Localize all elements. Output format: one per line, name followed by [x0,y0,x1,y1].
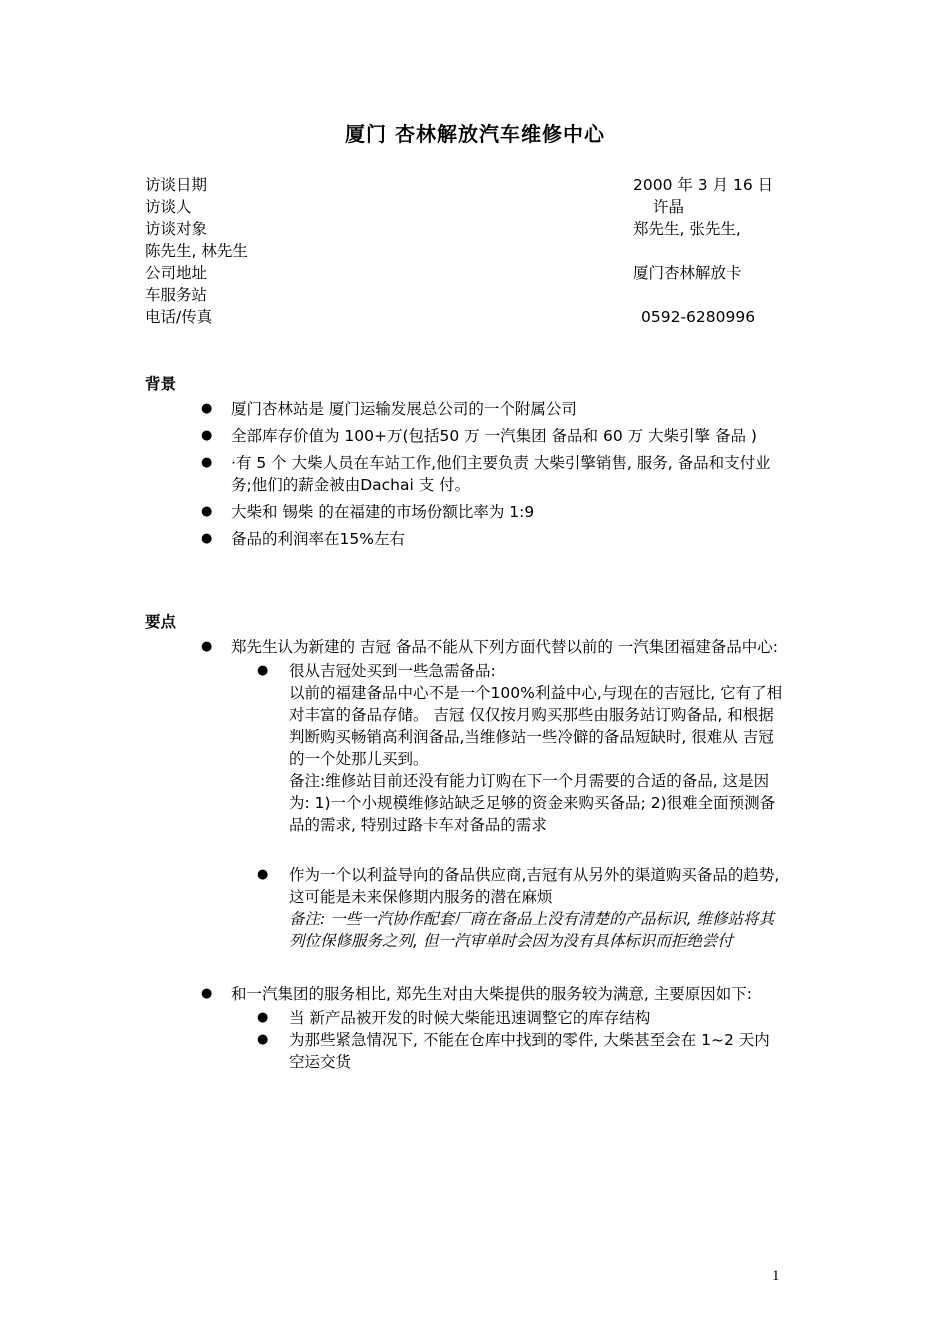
list-item [145,501,785,523]
phone-label: 电话/传真 [145,308,213,326]
sub-list [231,1007,785,1073]
interviewee-continued: 陈先生, 林先生 [145,242,248,260]
list-item [145,983,785,1073]
keypoints-heading: 要点 [145,613,177,631]
bullet-icon: ● [201,986,213,1001]
bullet-icon: ● [201,639,213,654]
sub-item-title: 很从吉冠处买到一些急需备品: [289,662,496,680]
list-item-text: 郑先生认为新建的 吉冠 备品不能从下列方面代替以前的 一汽集团福建备品中心: [231,638,779,656]
keypoints-list [145,636,785,1078]
info-row-date [145,174,785,196]
sub-item-title: 作为一个以利益导向的备品供应商,吉冠有从另外的渠道购买备品的趋势,这可能是未来保修期内服务的潜在麻烦 [289,866,780,906]
list-item [145,425,785,447]
sub-list-item [231,660,785,836]
spacer [231,836,785,858]
bullet-icon: ● [257,1032,269,1047]
address-value: 厦门杏林解放卡 [633,264,742,282]
sub-item-text: 当 新产品被开发的时候大柴能迅速调整它的库存结构 [289,1009,651,1027]
info-row-interviewer [145,196,785,218]
list-item [145,528,785,550]
background-list [145,398,785,555]
page-number: 1 [772,1268,780,1284]
sub-item-text: 为那些紧急情况下, 不能在仓库中找到的零件, 大柴甚至会在 1~2 天内空运交货 [289,1031,770,1071]
list-item-text: ·有 5 个 大柴人员在车站工作,他们主要负责 大柴引擎销售, 服务, 备品和支付业务;他们的薪金被由Dachai 支 付。 [231,454,771,494]
date-value: 2000 年 3 月 16 日 [633,176,774,194]
interviewer-value: 许晶 [653,198,685,216]
bullet-icon: ● [201,455,213,470]
list-item-text: 厦门杏林站是 厦门运输发展总公司的一个附属公司 [231,400,577,418]
bullet-icon: ● [201,401,213,416]
list-item-text: 和一汽集团的服务相比, 郑先生对由大柴提供的服务较为满意, 主要原因如下: [231,985,752,1003]
bullet-icon: ● [257,867,269,882]
info-row-phone [145,306,785,328]
list-item [145,636,785,952]
sub-item-note: 备注: 一些一汽协作配套厂商在备品上没有清楚的产品标识, 维修站将其列位保修服务之列, 但一汽审单时会因为没有具体标识而拒绝尝付 [289,910,775,950]
interviewee-label: 访谈对象 [145,220,208,238]
sub-list-item [231,1007,785,1029]
list-item-text: 全部库存价值为 100+万(包括50 万 一汽集团 备品和 60 万 大柴引擎 备品 ) [231,427,757,445]
interview-info [145,174,785,328]
interviewee-value: 郑先生, 张先生, [633,220,741,238]
list-item [145,398,785,420]
interviewer-label: 访谈人 [145,198,192,216]
info-row-interviewee [145,218,785,240]
bullet-icon: ● [257,1010,269,1025]
list-item-text: 大柴和 锡柴 的在福建的市场份额比率为 1:9 [231,503,535,521]
sub-item-body: 以前的福建备品中心不是一个100%利益中心,与现在的吉冠比, 它有了相对丰富的备品存储。 吉冠 仅仅按月购买那些由服务站订购备品, 和根据判断购买畅销高利润备品,当维修站一些冷僻的备品短缺时, 很难从 吉冠 的一个处那儿买到。 [289,684,783,768]
bullet-icon: ● [201,531,213,546]
phone-value: 0592-6280996 [641,308,756,326]
bullet-icon: ● [201,504,213,519]
sub-list-item [231,864,785,952]
address-continued: 车服务站 [145,286,208,304]
spacer [145,957,785,979]
background-heading: 背景 [145,375,177,393]
sub-list [231,660,785,952]
list-item [145,452,785,496]
address-label: 公司地址 [145,264,208,282]
date-label: 访谈日期 [145,176,208,194]
sub-list-item [231,1029,785,1073]
info-row-address [145,262,785,284]
sub-item-note: 备注:维修站目前还没有能力订购在下一个月需要的合适的备品, 这是因为: 1)一个小规模维修站缺乏足够的资金来购买备品; 2)很难全面预测备品的需求, 特别过路卡车对备品的需求 [289,772,776,834]
bullet-icon: ● [257,663,269,678]
bullet-icon: ● [201,428,213,443]
list-item-text: 备品的利润率在15%左右 [231,530,405,548]
document-title: 厦门 杏林解放汽车维修中心 [345,122,605,146]
